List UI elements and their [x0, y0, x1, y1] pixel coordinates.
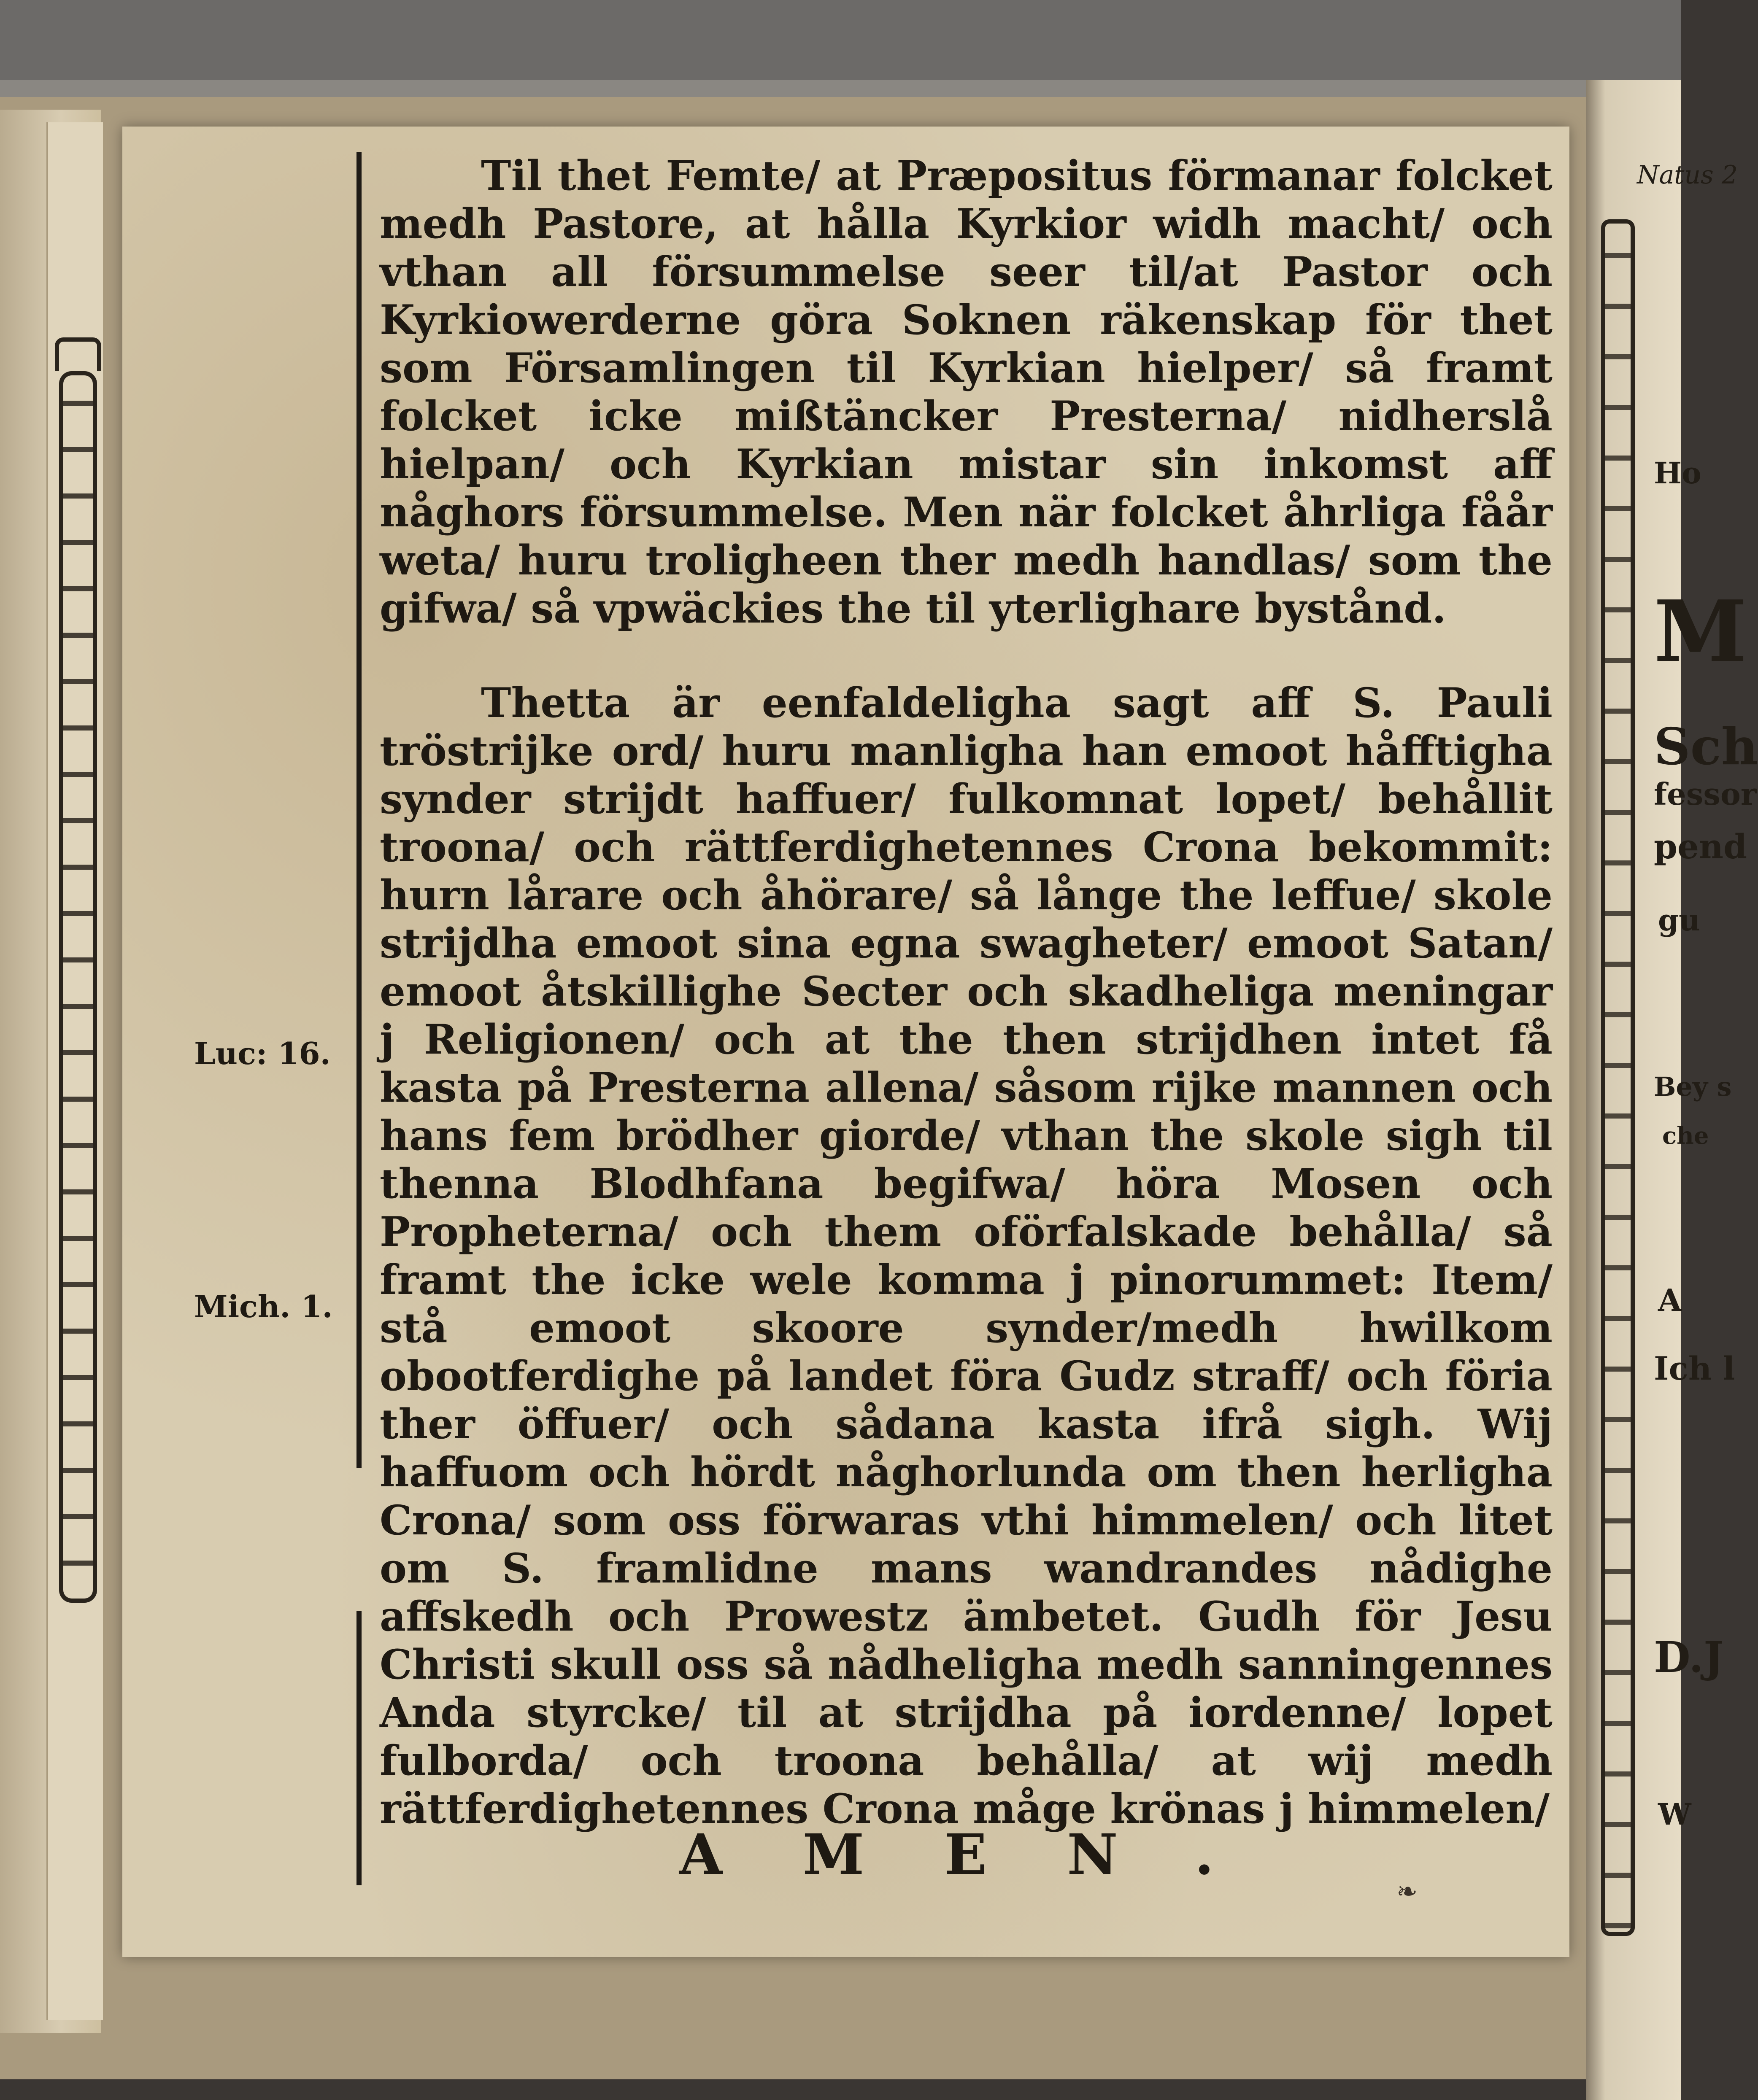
- right-page-text: Ich l: [1654, 1350, 1735, 1387]
- right-page-text: che: [1662, 1122, 1709, 1150]
- tail-ornament-icon: ❧: [1396, 1877, 1418, 1906]
- scan-backdrop: [0, 0, 1681, 80]
- right-page-text: Natus 2: [1637, 160, 1738, 190]
- right-page-text: Sch: [1654, 717, 1758, 776]
- margin-note-mich: Mich. 1.: [194, 1289, 333, 1324]
- right-ornament-border-icon: [1601, 219, 1635, 1936]
- right-page-text: fessor: [1654, 776, 1757, 812]
- right-page-text: M: [1654, 582, 1747, 681]
- right-page-text: gu: [1658, 903, 1700, 938]
- amen-heading: AMEN.: [679, 1822, 1294, 1887]
- right-page-text: pend: [1654, 827, 1747, 866]
- margin-rule: [356, 1611, 362, 1885]
- margin-rule: [356, 152, 362, 700]
- right-page-text: Bey s: [1654, 1071, 1732, 1102]
- body-text: [380, 152, 1553, 1833]
- ornament-border-top-icon: [55, 337, 101, 371]
- margin-rule: [356, 687, 362, 1210]
- right-page-text: W: [1658, 1797, 1691, 1832]
- margin-rule: [356, 1189, 362, 1468]
- book-page: [122, 127, 1569, 1957]
- right-page-text: A: [1658, 1282, 1682, 1318]
- paragraph-1: Til thet Femte/ at Præpositus förmanar folcket medh Pastore, at hålla Kyrkior widh macht/ och vthan all försummelse seer til/at Pastor och Kyrkiowerderne göra Soknen räkenskap för thet som Församlingen til Kyrkian hielper/ så framt folcket icke mißtäncker Presterna/ nidherslå hielpan/ och Kyrkian mistar sin inkomst aff någhors försummelse. Men när folcket åhrliga fåår weta/ huru troligheen ther medh handlas/ som the gifwa/ så vpwäckies the til yterlighare bystånd.: [380, 152, 1553, 632]
- paragraph-2: Thetta är eenfaldeligha sagt aff S. Pauli tröstrijke ord/ huru manligha han emoot håfftigha synder strijdt haffuer/ fulkomnat lopet/ behållit troona/ och rättferdighetennes Crona bekommit: hurn lårare och åhörare/ så långe the leffue/ skole strijdha emoot sina egna swagheter/ emoot Satan/ emoot åtskillighe Secter och skadheliga meningar j Religionen/ och at the then strijdhen intet få kasta på Presterna allena/ såsom rijke mannen och hans fem brödher giorde/ vthan the skole sigh til thenna Blodhfana begifwa/ höra Mosen och Propheterna/ och them oförfalskade behålla/ så framt the icke wele komma j pinorummet: Item/ stå emoot skoore synder/medh hwilkom obootferdighe på landet föra Gudz straff/ och föria ther öffuer/ och sådana kasta ifrå sigh. Wij haffuom och hördt någhorlunda om then herligha Crona/ som oss förwaras vthi himmelen/ och litet om S. framlidne mans wandrandes nådighe affskedh och Prowestz ämbetet. Gudh för Jesu Christi skull oss så nådheligha medh sanningennes Anda styrcke/ til at strijdha på iordenne/ lopet fulborda/ och troona behålla/ at wij medh rättferdighetennes Crona måge krönas j himmelen/: [380, 679, 1553, 1833]
- right-page-text: D.J: [1654, 1632, 1724, 1682]
- ornament-border-icon: [59, 371, 97, 1603]
- margin-note-luc: Luc: 16.: [194, 1035, 331, 1071]
- right-page-text: Ho: [1654, 456, 1701, 491]
